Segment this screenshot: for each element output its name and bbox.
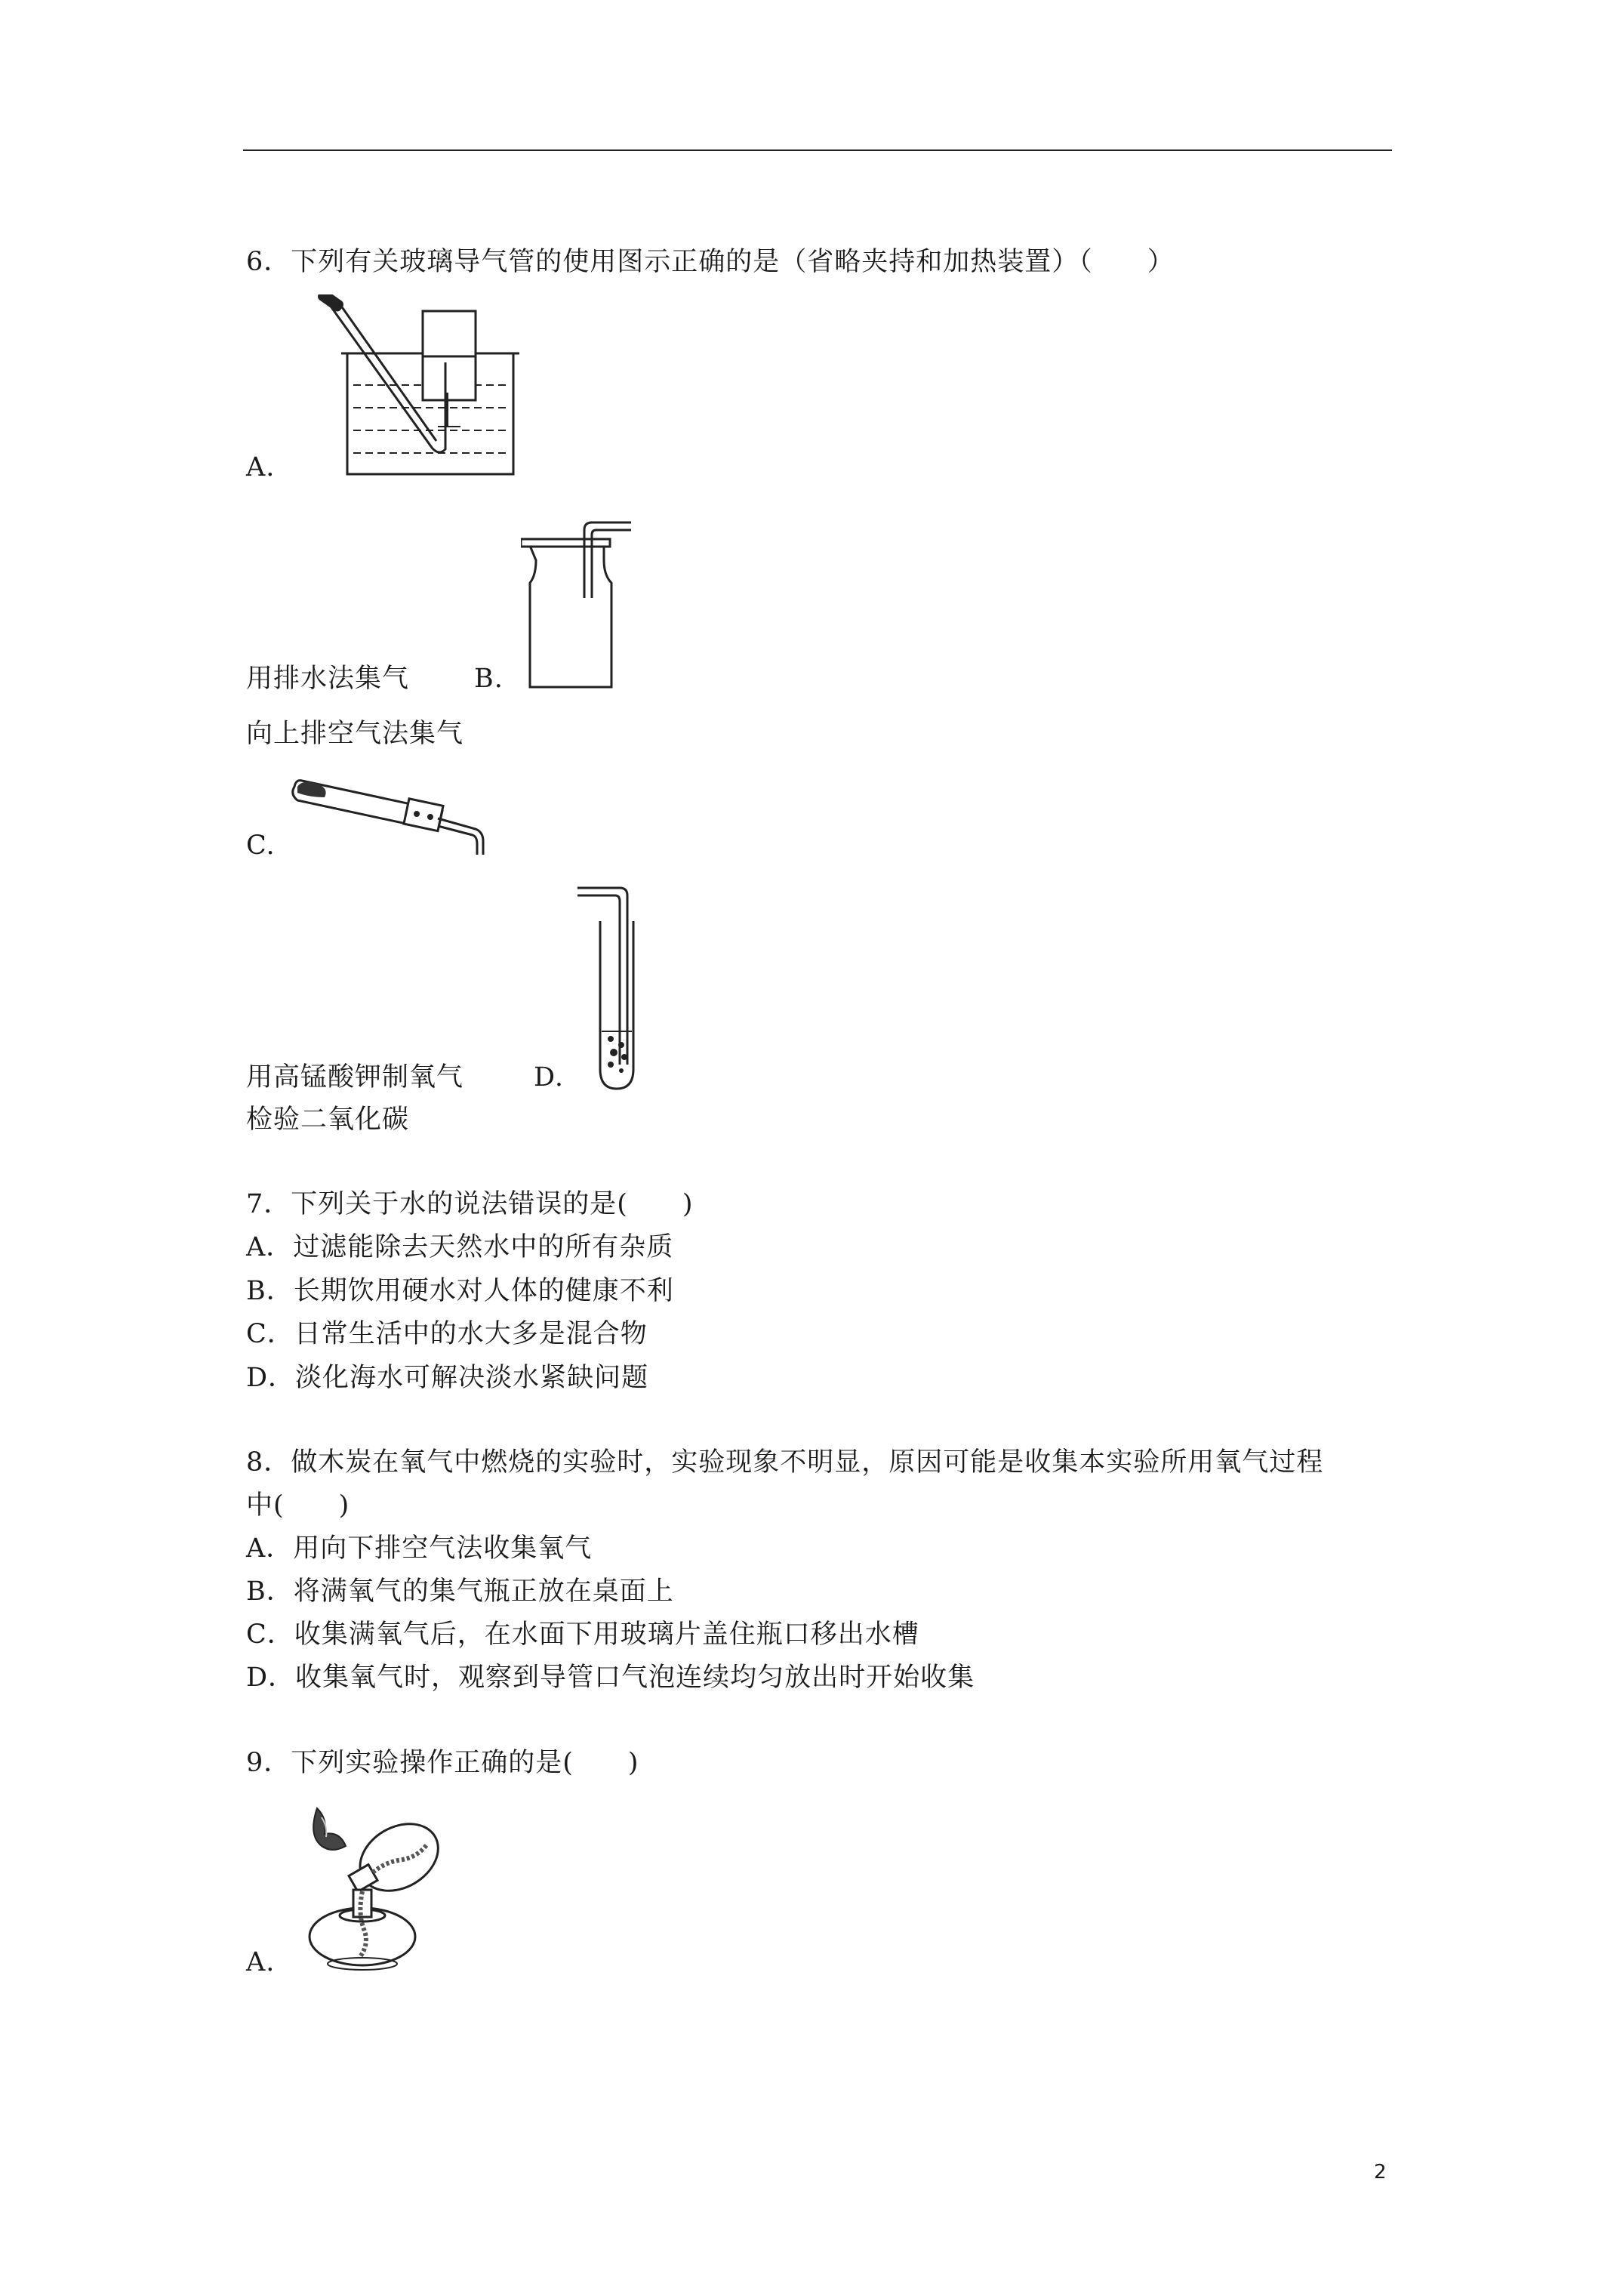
- q8-option-c: C．收集满氧气后，在水面下用玻璃片盖住瓶口移出水槽: [246, 1620, 919, 1650]
- q6-figure-a-water-displacement: [317, 294, 521, 483]
- q8-stem-line2: 中( ): [246, 1490, 350, 1521]
- q6-option-c-label: C.: [246, 831, 276, 861]
- q6-figure-d-co2-test: [577, 883, 645, 1093]
- page-number: 2: [1374, 2161, 1387, 2184]
- q7-stem: 7．下列关于水的说法错误的是( ): [246, 1189, 694, 1219]
- q8-option-b: B．将满氧气的集气瓶正放在桌面上: [246, 1576, 674, 1607]
- q6-figure-b-air-collection: [521, 515, 634, 690]
- q7-option-b: B．长期饮用硬水对人体的健康不利: [246, 1276, 674, 1306]
- q6-option-d-caption: 检验二氧化碳: [246, 1105, 410, 1135]
- q8-option-a: A．用向下排空气法收集氧气: [246, 1533, 593, 1564]
- q6-option-a-label: A.: [246, 452, 276, 482]
- q8-option-d: D．收集氧气时，观察到导管口气泡连续均匀放出时开始收集: [246, 1663, 975, 1693]
- q6-option-a-caption: 用排水法集气: [246, 664, 410, 694]
- q6-stem: 6．下列有关玻璃导气管的使用图示正确的是（省略夹持和加热装置）（ ）: [246, 247, 1175, 277]
- header-rule: [243, 149, 1392, 151]
- q9-figure-a-alcohol-lamp: [294, 1801, 445, 1974]
- q7-option-d: D．淡化海水可解决淡水紧缺问题: [246, 1363, 649, 1393]
- q9-option-a-label: A.: [246, 1947, 276, 1977]
- q7-option-a: A．过滤能除去天然水中的所有杂质: [246, 1232, 674, 1262]
- q6-option-c-caption: 用高锰酸钾制氧气: [246, 1062, 464, 1093]
- q7-option-c: C．日常生活中的水大多是混合物: [246, 1319, 648, 1349]
- q8-stem-line1: 8．做木炭在氧气中燃烧的实验时，实验现象不明显，原因可能是收集本实验所用氧气过程: [246, 1447, 1324, 1478]
- q9-stem: 9．下列实验操作正确的是( ): [246, 1748, 639, 1778]
- q6-figure-c-potassium-permanganate: [287, 772, 491, 855]
- q6-option-b-label: B.: [474, 664, 504, 694]
- q6-option-d-label: D.: [534, 1062, 564, 1093]
- q6-option-b-caption: 向上排空气法集气: [246, 719, 464, 749]
